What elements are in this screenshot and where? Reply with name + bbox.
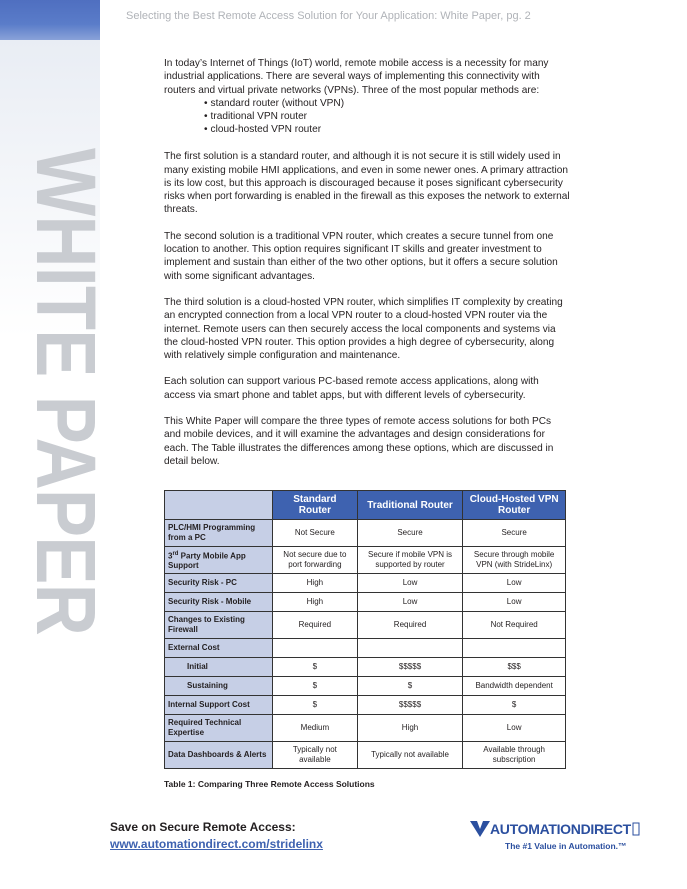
- side-label: WHITE PAPER: [19, 148, 113, 635]
- row-label: Sustaining: [165, 677, 273, 696]
- table-row: [165, 715, 566, 742]
- table-cell: Required: [357, 612, 463, 639]
- table-header-row: [165, 491, 566, 520]
- list-item: • cloud-hosted VPN router: [204, 123, 570, 136]
- paragraph-cloud-vpn: The third solution is a cloud-hosted VPN router, which simplifies IT complexity by creating an encrypted connection from a local VPN router to a cloud-hosted VPN router via the internet. Remote users can then securely access the local components and systems via the cloud-hosted VPN router. This option provides a high degree of cybersecurity, along with relatively simple configuration and maintenance.: [164, 296, 563, 362]
- table-cell: Available through subscription: [463, 742, 566, 769]
- logo-dotcom-mark: [631, 821, 641, 837]
- list-item: • standard router (without VPN): [204, 97, 570, 110]
- table-cell: Low: [463, 574, 566, 593]
- table-row: [165, 593, 566, 612]
- table-cell: Medium: [273, 715, 358, 742]
- column-header: Cloud-Hosted VPN Router: [463, 491, 566, 520]
- logo-chevron-icon: [470, 821, 490, 837]
- paragraph-standard-router: The first solution is a standard router, and although it is not secure it is still widely used in many existing mobile HMI applications, and even in some newer ones. A primary attraction is its low cost, but this approach is discouraged because it poses significant cybersecurity risks when port forwarding is enabled in the firewall as this exposes the network to external threats.: [164, 151, 570, 216]
- row-label: Changes to Existing Firewall: [165, 612, 273, 639]
- table-cell: Low: [463, 593, 566, 612]
- logo-text: AUTOMATIONDIRECT: [490, 821, 631, 837]
- intro-paragraph: In today’s Internet of Things (IoT) world, remote mobile access is a necessity for many industrial applications. There are several ways of implementing this connectivity with routers and virtual private networks (VPNs). Three of the most popular methods are:: [164, 58, 549, 96]
- page-header: Selecting the Best Remote Access Solution for Your Application: White Paper, pg. 2: [126, 10, 531, 22]
- body-text: [164, 57, 570, 481]
- row-label: Security Risk - PC: [165, 574, 273, 593]
- row-label: Internal Support Cost: [165, 696, 273, 715]
- table-row: [165, 677, 566, 696]
- row-label: 3rd Party Mobile App Support: [165, 547, 273, 574]
- table-cell: [463, 639, 566, 658]
- table-row: [165, 574, 566, 593]
- table-cell: $$$: [463, 658, 566, 677]
- paragraph-overview: This White Paper will compare the three types of remote access solutions for both PCs and mobile devices, and it will examine the advantages and design considerations for each. The Table illustrates the differences among these options, which are discussed in detail below.: [164, 416, 554, 467]
- row-label: Data Dashboards & Alerts: [165, 742, 273, 769]
- row-label: Security Risk - Mobile: [165, 593, 273, 612]
- table-cell: Not secure due to port forwarding: [273, 547, 358, 574]
- table-corner: [165, 491, 273, 520]
- table-row: [165, 612, 566, 639]
- table-cell: Not Secure: [273, 520, 358, 547]
- table-cell: Not Required: [463, 612, 566, 639]
- stridelinx-link[interactable]: www.automationdirect.com/stridelinx: [110, 837, 323, 851]
- comparison-table: [164, 490, 566, 769]
- paragraph-solutions: Each solution can support various PC-based remote access applications, along with access via smart phone and tablet apps, but with different levels of cybersecurity.: [164, 376, 539, 401]
- table-cell: Low: [357, 574, 463, 593]
- table-cell: $: [273, 677, 358, 696]
- methods-list: [164, 97, 570, 137]
- list-item: • traditional VPN router: [204, 110, 570, 123]
- table-cell: Secure through mobile VPN (with StrideLinx): [463, 547, 566, 574]
- table-cell: [357, 639, 463, 658]
- table-cell: $: [273, 658, 358, 677]
- row-label: External Cost: [165, 639, 273, 658]
- table-cell: Typically not available: [357, 742, 463, 769]
- table-row: [165, 696, 566, 715]
- automationdirect-logo: [470, 821, 641, 837]
- table-row: [165, 639, 566, 658]
- table-row: [165, 658, 566, 677]
- column-header: Traditional Router: [357, 491, 463, 520]
- table-cell: Secure if mobile VPN is supported by router: [357, 547, 463, 574]
- table-cell: Secure: [357, 520, 463, 547]
- table-cell: $$$$$: [357, 696, 463, 715]
- table-cell: Low: [463, 715, 566, 742]
- table-row: [165, 520, 566, 547]
- table-cell: Low: [357, 593, 463, 612]
- paragraph-traditional-vpn: The second solution is a traditional VPN router, which creates a secure tunnel from one location to another. This option requires significant IT skills and greater investment to implement and sustain than either of the two other options, but it offers a secure solution with some significant advantages.: [164, 230, 558, 282]
- table-cell: [273, 639, 358, 658]
- table-row: [165, 547, 566, 574]
- row-label: Required Technical Expertise: [165, 715, 273, 742]
- table-cell: Typically not available: [273, 742, 358, 769]
- row-label: Initial: [165, 658, 273, 677]
- table-cell: $: [463, 696, 566, 715]
- column-header: Standard Router: [273, 491, 358, 520]
- table-cell: High: [357, 715, 463, 742]
- row-label: PLC/HMI Programming from a PC: [165, 520, 273, 547]
- logo-tagline: The #1 Value in Automation.™: [505, 841, 627, 851]
- promo-text: Save on Secure Remote Access:: [110, 820, 296, 834]
- table-cell: $: [357, 677, 463, 696]
- table-cell: $: [273, 696, 358, 715]
- table-cell: Secure: [463, 520, 566, 547]
- table-cell: Required: [273, 612, 358, 639]
- table-cell: Bandwidth dependent: [463, 677, 566, 696]
- table-row: [165, 742, 566, 769]
- header-band: [0, 0, 100, 40]
- table-cell: High: [273, 574, 358, 593]
- table-cell: High: [273, 593, 358, 612]
- table-caption: Table 1: Comparing Three Remote Access Solutions: [164, 779, 375, 789]
- table-cell: $$$$$: [357, 658, 463, 677]
